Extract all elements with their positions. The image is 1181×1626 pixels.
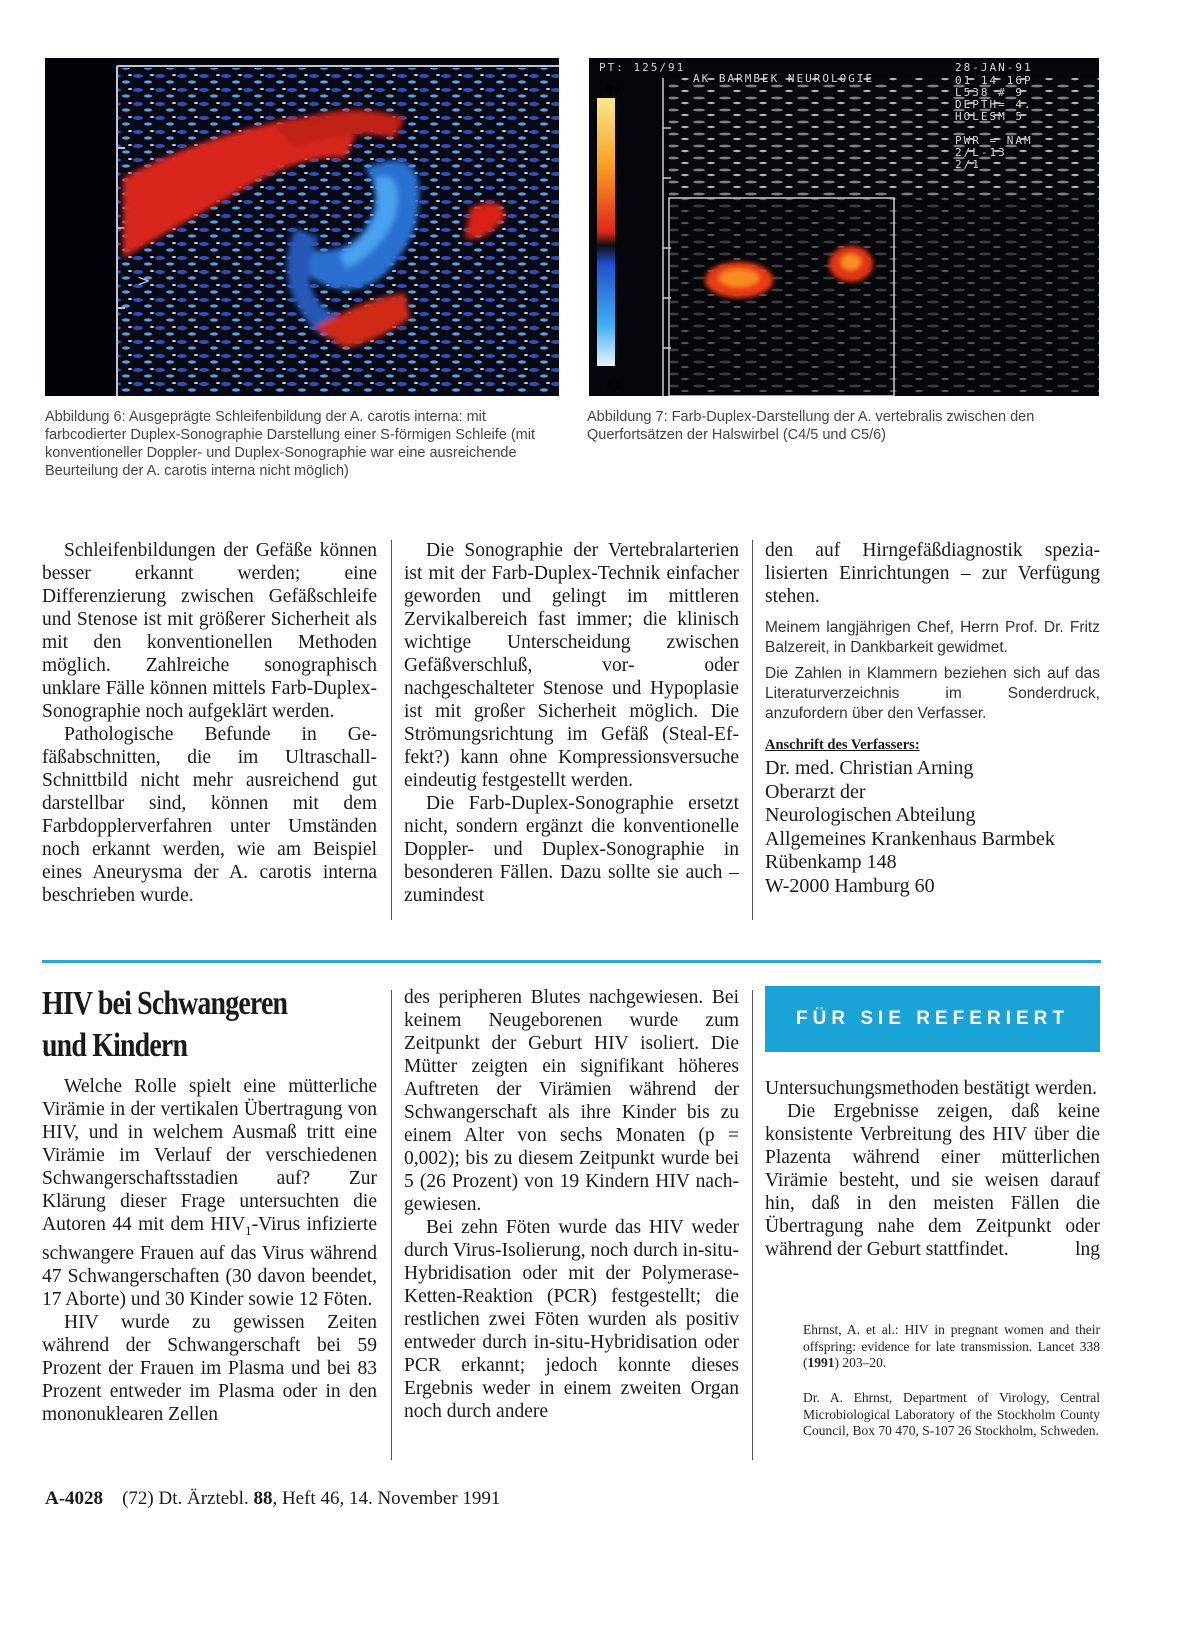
scan-patient-id: PT: 125/91 xyxy=(599,61,686,74)
svg-text:>: > xyxy=(137,271,151,290)
scan-info-line-1: 01 14 16P xyxy=(955,74,1033,87)
article2-paragraph xyxy=(42,1075,377,1311)
article2-paragraph: Bei zehn Föten wurde das HIV weder durch Virus-Isolierung, noch durch in-situ-Hybridisation oder mit der Polymerase-Ketten-Reaktion (PCR) festgestellt; die restlichen zwei Föten wurden als positiv entweder durch in-situ-Hybridisation oder PCR erkannt; jedoch konnte dieses Ergebnis weder in einem zweiten Organ noch durch andere xyxy=(404,1217,739,1422)
article2-column-2 xyxy=(404,986,739,1423)
citation xyxy=(803,1322,1100,1372)
article1-column-2 xyxy=(404,539,739,907)
article1-paragraph: Die Sonographie der Vertebralarterien ist mit der Farb-Duplex-Technik einfacher geworden und gelingt im mittleren Zervikalbereich fast immer; die klinisch wichtige Unterscheidung zwischen Gefäßverschluß, vor- oder nachgeschalteter Stenose und Hypoplasie ist mit großer Sicherheit möglich. Die Strömungsrichtung im Gefäß (Steal-Effekt?) kann ohne Kompressionsversuche eindeutig festgestellt werden. xyxy=(404,540,739,791)
citation-text: ) 203–20. xyxy=(834,1355,887,1370)
scan-info-line-7: 2/1 xyxy=(955,158,981,171)
author-signature: lng xyxy=(1075,1239,1100,1260)
article2-text: Die Ergebnisse zeigen, daß keine konsistente Verbreitung des HIV über die Plazenta während einer mütterlichen Virämie besteht, und sie weisen darauf hin, daß in den meisten Fällen die Übertragung nahe dem Zeitpunkt oder während der Geburt stattfindet. xyxy=(765,1101,1100,1260)
address-line: Dr. med. Christian Arning xyxy=(765,757,974,779)
scan-date: 28-JAN-91 xyxy=(955,61,1033,74)
column-divider xyxy=(752,540,753,920)
address-line: W-2000 Hamburg 60 xyxy=(765,874,935,897)
scan-info-line-4: HOLESM 5 xyxy=(955,110,1024,123)
dedication-note: Meinem langjährigen Chef, Herrn Prof. Dr. Fritz Balzereit, in Dankbarkeit gewidmet. xyxy=(765,619,1100,656)
column-divider xyxy=(391,990,392,1460)
figure-6-image xyxy=(45,58,559,396)
column-divider xyxy=(391,540,392,920)
address-line: Allgemeines Krankenhaus Barmbek xyxy=(765,827,1055,850)
page-code: A-4028 xyxy=(45,1488,104,1509)
address-line: Neurologischen Abteilung xyxy=(765,804,976,826)
fuer-sie-referiert-banner: FÜR SIE REFERIERT xyxy=(765,986,1100,1052)
article2-text: -Virus infizierte schwangere Frauen auf das Virus während 47 Schwangerschaften (30 davon beendet, 17 Aborte) und 30 Kinder sowie 12 Föten. xyxy=(42,1214,378,1310)
journal-volume: 88 xyxy=(253,1488,273,1509)
article1-column-1 xyxy=(42,539,377,907)
author-address xyxy=(765,757,1100,898)
article1-paragraph: Pathologische Befunde in Gefäßabschnitten, die im Ultraschall-Schnittbild nicht mehr ausreichend gut darstellbar sind, können mit dem Farbdopplerverfahren unter Umständen noch erkannt werden, wie am Beispiel eines Aneurysma der A. carotis interna beschrieben wurde. xyxy=(42,724,377,906)
page-footer xyxy=(45,1488,500,1510)
journal-reference: (72) Dt. Ärztebl. xyxy=(122,1488,249,1509)
article1-paragraph: Die Farb-Duplex-Sonographie ersetzt nicht, sondern ergänzt die konventionelle Doppler- und Duplex-Sonographie in besonderen Fällen. Dazu sollte sie auch – zumindest xyxy=(404,793,739,906)
section-divider xyxy=(42,960,1101,963)
article1-paragraph: Schleifenbildungen der Gefäße können besser erkannt werden; eine Differenzierung zwischen Gefäßschleife und Stenose ist mit größerer Sicherheit als mit den konventionellen Methoden möglich. Zahlreiche sonographisch unklare Fälle können mittels Farb-Duplex-Sonographie noch aufgeklärt werden. xyxy=(42,540,377,722)
ultrasound-carotis-image xyxy=(45,58,559,396)
scan-hospital-name: AK BARMBEK NEUROLOGIE xyxy=(693,72,875,85)
scan-info-line-3: DEPTH= 4. xyxy=(955,98,1033,111)
scale-top-label: .07 xyxy=(597,84,623,97)
scan-info-line-5: PWR = NAM xyxy=(955,134,1033,147)
address-label: Anschrift des Verfassers: xyxy=(765,737,920,753)
figure-6-caption: Abbildung 6: Ausgeprägte Schleifenbildung der A. carotis interna: mit farbcodierter Duplex-Sonographie Darstellung einer S-förmigen Schleife (mit konventioneller Doppler- und Duplex-Sonographie war eine ausreichende Beurteilung der A. carotis interna nicht möglich) xyxy=(45,409,536,479)
scan-info-line-6: 2/L-13 xyxy=(955,146,1007,159)
article2-text: Welche Rolle spielt eine mütterliche Virämie in der vertikalen Übertragung von HIV, und in welchem Ausmaß tritt eine Virämie im Verlauf der verschiedenen Schwangerschaftsstadien auf? Zur Klärung dieser Frage untersuchten die Autoren 44 mit dem HIV xyxy=(42,1076,377,1235)
figure-7-image xyxy=(589,58,1099,396)
hiv-subscript: 1 xyxy=(245,1222,252,1238)
citation-text: Ehrnst, A. et al.: HIV in pregnant women and their offspring: evidence for late transmission. Lancet 338 ( xyxy=(803,1322,1100,1370)
article2-paragraph: Untersuchungsmethoden bestätigt werden. xyxy=(765,1078,1097,1099)
citation-year: 1991 xyxy=(807,1355,835,1370)
scale-bottom-label: .11 xyxy=(597,378,623,391)
article2-paragraph: des peripheren Blutes nachgewiesen. Bei keinem Neugeborenen wurde zum Zeitpunkt der Geburt HIV isoliert. Die Mütter zeigten ein signifikant höheres Auftreten der Virämien während der Schwangerschaft als ihre Kinder bis zu einem Alter von sechs Monaten (p = 0,002); bis zu diesem Zeitpunkt wurde bei 5 (26 Prozent) von 19 Kindern HIV nachgewiesen. xyxy=(404,987,739,1215)
article2-column-3 xyxy=(765,1077,1100,1261)
article2-title-line-2: und Kindern xyxy=(42,1027,188,1064)
article2-title-line-1: HIV bei Schwangeren xyxy=(42,985,288,1022)
references-note: Die Zahlen in Klammern beziehen sich auf das Literaturverzeichnis im Sonderdruck, anzufordern über den Verfasser. xyxy=(765,665,1100,722)
scan-info-line-2: L538 # 9 xyxy=(955,86,1024,99)
author-contact: Dr. A. Ehrnst, Department of Virology, Central Microbiological Laboratory of the Stockholm County Council, Box 70 470, S-107 26 Stockholm, Schweden. xyxy=(803,1390,1100,1438)
figure-7-caption: Abbildung 7: Farb-Duplex-Darstellung der A. vertebralis zwischen den Querfortsätzen der Halswirbel (C4/5 und C5/6) xyxy=(587,409,1035,443)
article2-paragraph: HIV wurde zu gewissen Zeiten während der Schwangerschaft bei 59 Prozent der Frauen im Plasma und bei 83 Prozent entweder im Plasma oder in den mononuklearen Zellen xyxy=(42,1311,377,1425)
article1-paragraph: den auf Hirngefäßdiagnostik spezialisierten Einrichtungen – zur Verfügung stehen. xyxy=(765,540,1100,607)
journal-issue-date: , Heft 46, 14. November 1991 xyxy=(272,1488,501,1509)
article2-column-1 xyxy=(42,1075,377,1426)
column-divider xyxy=(752,990,753,1460)
address-line: Rübenkamp 148 xyxy=(765,851,897,873)
article2-paragraph xyxy=(765,1100,1100,1261)
address-line: Oberarzt der xyxy=(765,780,866,803)
article2-title xyxy=(42,983,442,1067)
article1-column-3 xyxy=(765,539,1100,898)
